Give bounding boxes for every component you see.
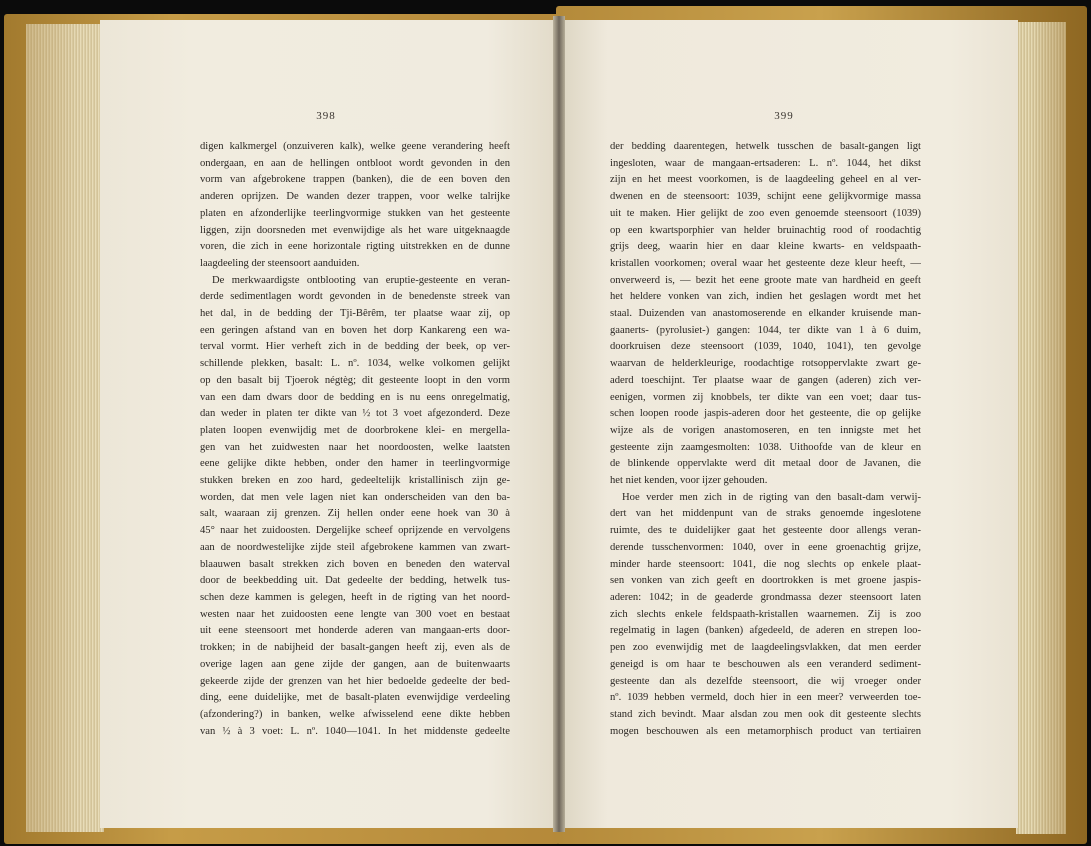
text-line: der bedding daarentegen, hetwelk tusschen de basalt-gangen ligt [610, 141, 921, 152]
text-line: terval vormt. Hier verheft zich in de bedding der beek, op ver- [200, 341, 510, 353]
text-line: aderen: 1042; in de geaderde grondmassa dezer steensoort laten [610, 591, 921, 603]
text-line: een geringen afstand van en boven het dorp Kankareng een wa- [200, 324, 510, 336]
text-line: salt, waaraan zij grenzen. Zij hellen onder eene hoek van 30 à [200, 508, 510, 520]
text-line: stand zich bevindt. Maar alsdan zou men ook dit gesteente slechts [610, 708, 921, 720]
left-page-number: 398 [316, 110, 336, 122]
text-line: dert van het middenpunt van de straks genoemde ingeslotene [610, 508, 921, 520]
text-line: eene gelijke dikte hebben, onder den hamer in teerlingvormige [200, 458, 510, 470]
text-line: voren, die zich in eene horizontale rigting uitstrekken en de dunne [200, 241, 510, 253]
text-line: gen van het zuidwesten naar het noordoosten, welke laatsten [200, 441, 510, 453]
text-line: gaanerts- (pyrolusiet-) gangen: 1044, ter dikte van 1 à 6 duim, [610, 324, 921, 336]
text-line: de blinkende oppervlakte werd dit metaal door de Javanen, die [610, 458, 921, 470]
text-line: anderen oprijzen. De wanden dezer trappen, voor welke talrijke [200, 191, 510, 203]
text-line: zijn en het meest voorkomen, is de laagdeeling geheel en al ver- [610, 174, 921, 186]
text-line: Hoe verder men zich in de rigting van den basalt-dam verwij- [622, 491, 921, 503]
text-line: geneigd is om haar te beschouwen als een veranderd sediment- [610, 658, 921, 670]
text-line: schen deze kammen is gelegen, heeft in de rigting van het noord- [200, 591, 510, 603]
right-page-edges [1016, 22, 1066, 834]
text-line: waarvan de helderkleurige, roodachtige rotsoppervlakte zwart ge- [610, 358, 921, 370]
text-line: dan weder in platen ter dikte van ½ tot 3 voet afgezonderd. Deze [200, 408, 510, 420]
text-line: uit te maken. Hier gelijkt de zoo even genoemde steensoort (1039) [610, 207, 921, 219]
text-line: eenigen, vormen zij knobbels, ter dikte van een voet; daar tus- [610, 391, 921, 403]
text-line: nº. 1039 hebben vermeld, doch hier in een meer? verweerden toe- [610, 692, 921, 704]
text-line: De merkwaardigste ontblooting van eruptie-gesteente en veran- [212, 274, 510, 286]
book-gutter [553, 16, 565, 832]
text-line: van een dam dwars door de bedding en is nu eens onregelmatig, [200, 391, 510, 403]
text-line: regelmatig in lagen (banken) afgedeeld, de aderen en strepen loo- [610, 625, 921, 637]
text-line: kristallen voorkomen; overal waar het gesteente deze kleur heeft, — [610, 257, 921, 269]
text-line: derde sedimentlagen wordt gevonden in de benedenste streek van [200, 291, 510, 303]
text-line: gekeerde zijde der grenzen van het hier bedoelde gedeelte der bed- [200, 675, 510, 687]
text-line: minder harde steensoort: 1041, die nog slechts op enkele plaat- [610, 558, 921, 570]
right-page-text [610, 139, 921, 740]
text-line: mogen beschouwen als een metamorphisch product van tertiairen [610, 725, 921, 737]
left-page-edges [26, 24, 104, 832]
text-line: blaauwen basalt strekken zich boven en beneden den waterval [200, 558, 510, 570]
text-line: overige lagen aan gene zijde der gangen, aan de buitenwaarts [200, 658, 510, 670]
right-page-number: 399 [774, 110, 794, 122]
text-line: aan de noordwestelijke zijde steil afgebrokene kammen van zwart- [200, 541, 510, 553]
text-line: sen vonken van zich geeft en doortrokken is met groene jaspis- [610, 575, 921, 587]
text-line: wijze als de vorigen anastomoseren, en ten innigste met het [610, 424, 921, 436]
text-line: grijs deeg, waarin hier en daar kleine kwarts- en veldspaath- [610, 241, 921, 253]
text-line: platen loopen evenwijdig met de doorbrokene klei- en mergella- [200, 424, 510, 436]
text-line: dwenen en de steensoort: 1039, schijnt eene gelijkvormige massa [610, 191, 921, 203]
text-line: van ½ à 3 voet: L. nº. 1040—1041. In het middenste gedeelte [200, 725, 510, 737]
text-line: uit eene steensoort met honderde aderen van mangaan-erts door- [200, 625, 510, 637]
text-line: het niet kenden, voor ijzer gehouden. [610, 475, 768, 487]
text-line: ding, eene duidelijke, met de basalt-platen evenwijdige verdeeling [200, 692, 510, 704]
text-line: schen loopen roode jaspis-aderen door het gesteente, die op gelijke [610, 408, 921, 420]
text-line: gesteente dan als dezelfde steensoort, die wij vroeger onder [610, 675, 921, 687]
text-line: platen en afzonderlijke teerlingvormige stukken van het gesteente [200, 207, 510, 219]
text-line: derende tusschenvormen: 1040, over in eene groenachtig grijze, [610, 541, 921, 553]
text-line: westen naar het zuidoosten eene lengte van 300 voet en bestaat [200, 608, 510, 620]
text-line: door de beekbedding uit. Dat gedeelte der bedding, hetwelk tus- [200, 575, 510, 587]
left-page-text [200, 139, 510, 740]
text-line: 45° naar het zuidoosten. Dergelijke scheef oprijzende en vervolgens [200, 525, 510, 537]
text-line: onverweerd is, — bezit het eene groote mate van hardheid en geeft [610, 274, 921, 286]
text-line: laagdeeling der steensoort aanduiden. [200, 257, 360, 269]
text-line: schillende plekken, basalt: L. nº. 1034, welke volkomen gelijkt [200, 358, 510, 370]
text-line: aderd toeschijnt. Ter plaatse waar de gangen (aderen) zich ver- [610, 374, 921, 386]
text-line: ruimte, des te duidelijker gaat het gesteente door allengs veran- [610, 525, 921, 537]
text-line: trokken; in de nabijheid der basalt-gangen heeft zij, even als de [200, 642, 510, 654]
text-line: stukken breken en zoo hard, gedeeltelijk kristallinisch zijn ge- [200, 475, 510, 487]
text-line: (afzondering?) in banken, welke afwisselend eene dikte hebben [200, 708, 510, 720]
text-line: het heldere vonken van zich, indien het geslagen wordt met het [610, 291, 921, 303]
right-page [562, 20, 1018, 828]
text-line: het dal, in de bedding der Tji-Bêrêm, ter plaatse waar zij, op [200, 308, 510, 320]
text-line: worden, dat men vele lagen niet kan onderscheiden van den ba- [200, 491, 510, 503]
text-line: ingesloten, waar de mangaan-ertsaderen: L. nº. 1044, het dikst [610, 157, 921, 169]
text-line: op den basalt bij Tjoerok négtèg; dit gesteente loopt in den vorm [200, 374, 510, 386]
text-line: zich slechts enkele feldspaath-kristallen waarnemen. Zij is zoo [610, 608, 921, 620]
text-line: vorm van afgebrokene trappen (banken), die de een boven den [200, 174, 510, 186]
text-line: gesteente zijn zaamgesmolten: 1038. Uithoofde van de kleur en [610, 441, 921, 453]
text-line: doorkruisen deze steensoort (1039, 1040, 1041), ten gevolge [610, 341, 921, 353]
text-line: ondergaan, en aan de hellingen ontbloot wordt gevonden in den [200, 157, 510, 169]
text-line: op een kwartsporphier van helder bruinachtig rood of roodachtig [610, 224, 921, 236]
text-line: pen zoo evenwijdig met de laagdeelingsvlakken, dat men eerder [610, 642, 921, 654]
left-page [100, 20, 556, 828]
text-line: staal. Duizenden van anastomoserende en elkander kruisende man- [610, 308, 921, 320]
text-line: liggen, zijn doorsneden met evenwijdige als het ware uitgeknaagde [200, 224, 510, 236]
text-line: digen kalkmergel (onzuiveren kalk), welke geene verandering heeft [200, 141, 510, 152]
